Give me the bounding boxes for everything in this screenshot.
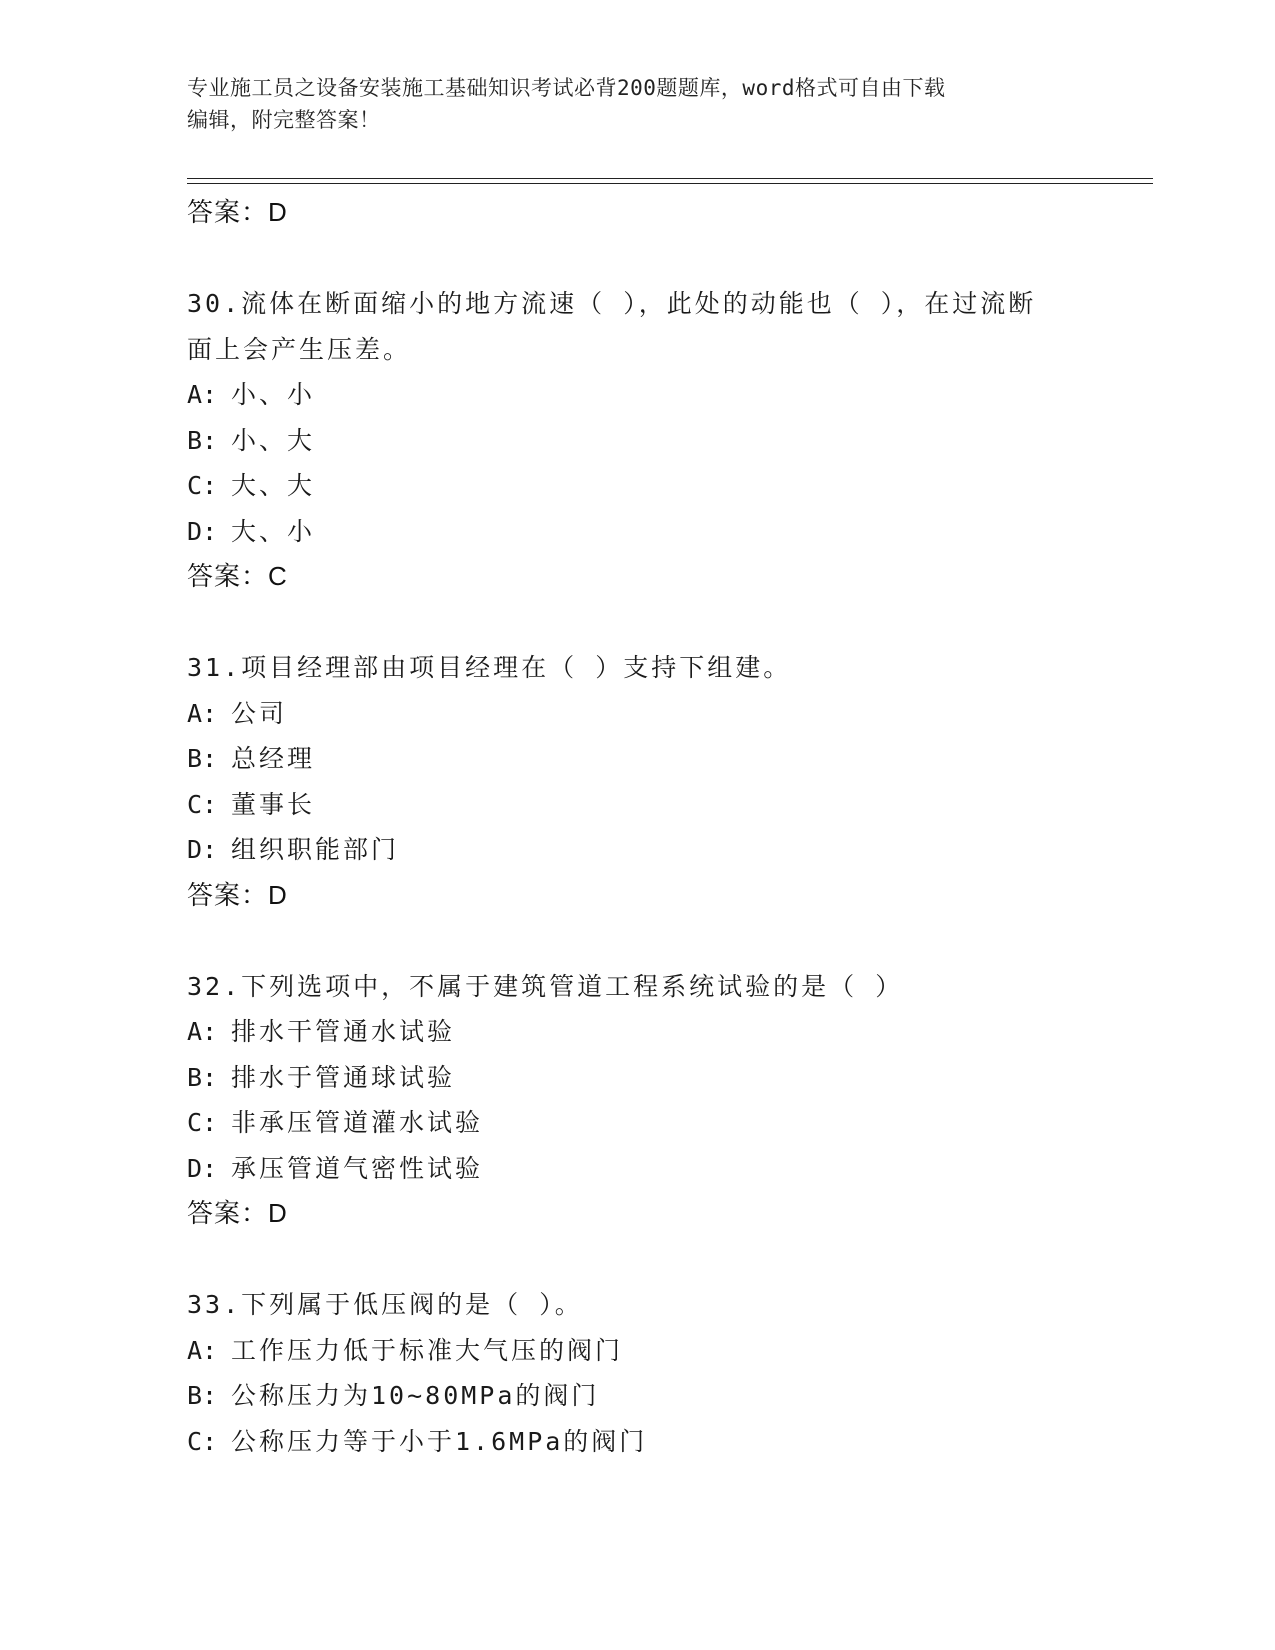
option-letter: D: [187,516,218,546]
option-a [187,1328,1087,1374]
header-rule-top [187,178,1153,179]
spacer [187,236,1087,282]
question-stem: 30.流体在断面缩小的地方流速（ ），此处的动能也（ ），在过流断 [187,289,1037,318]
spacer [187,1237,1087,1283]
option-letter: C: [187,1426,218,1456]
header-rule-bottom [187,183,1153,184]
option-c [187,782,1087,828]
option-letter: A: [187,1017,218,1046]
question-list [187,190,1087,1464]
option-text: 非承压管道灌水试验 [231,1108,484,1137]
option-text: 承压管道气密性试验 [231,1153,484,1183]
option-text: 公司 [231,698,288,728]
option-d [187,827,1087,873]
question-32 [187,964,1087,1237]
option-letter: B: [187,1381,218,1410]
option-letter: A: [187,1335,218,1365]
option-d [187,1146,1087,1192]
option-text: 公称压力为10~80MPa的阀门 [231,1381,600,1410]
option-text: 工作压力低于标准大气压的阀门 [231,1335,624,1365]
question-stem: 33.下列属于低压阀的是（ ）。 [187,1290,583,1319]
option-letter: C: [187,471,218,500]
answer-32: 答案：D [187,1198,288,1228]
header-title-line-1: 专业施工员之设备安装施工基础知识考试必背200题题库，word格式可自由下载 [187,76,946,100]
option-c [187,1419,1087,1465]
option-letter: B: [187,744,218,773]
answer-31: 答案：D [187,879,288,910]
option-c [187,463,1087,509]
option-letter: C: [187,789,218,819]
option-text: 排水于管通球试验 [231,1062,456,1092]
option-d [187,509,1087,555]
option-a [187,691,1087,737]
option-a [187,1009,1087,1055]
option-text: 总经理 [231,744,316,773]
option-letter: A: [187,698,218,728]
option-c [187,1100,1087,1146]
option-letter: B: [187,425,218,455]
option-b [187,1373,1087,1419]
spacer [187,600,1087,646]
option-b [187,1055,1087,1101]
question-stem-continued: 面上会产生压差。 [187,334,412,364]
option-text: 小、大 [231,425,316,455]
spacer [187,918,1087,964]
option-text: 大、大 [231,471,316,500]
option-letter: C: [187,1108,218,1137]
question-31 [187,645,1087,918]
question-30 [187,281,1087,600]
option-b [187,736,1087,782]
option-text: 排水干管通水试验 [231,1017,456,1046]
option-letter: A: [187,380,218,409]
question-stem: 32.下列选项中，不属于建筑管道工程系统试验的是（ ） [187,971,904,1001]
option-letter: D: [187,835,218,864]
header-title-line-2: 编辑，附完整答案！ [187,108,381,132]
option-text: 组织职能部门 [231,835,400,864]
answer-30: 答案：C [187,561,288,591]
option-b [187,418,1087,464]
option-a [187,372,1087,418]
answer-29: 答案：D [187,197,288,227]
question-stem: 31.项目经理部由项目经理在（ ）支持下组建。 [187,653,792,682]
question-33 [187,1282,1087,1464]
option-text: 小、小 [231,380,316,409]
option-letter: B: [187,1062,218,1092]
option-text: 大、小 [231,516,316,546]
option-letter: D: [187,1153,218,1183]
option-text: 公称压力等于小于1.6MPa的阀门 [231,1426,648,1456]
option-text: 董事长 [231,789,316,819]
document-header [187,72,1087,136]
